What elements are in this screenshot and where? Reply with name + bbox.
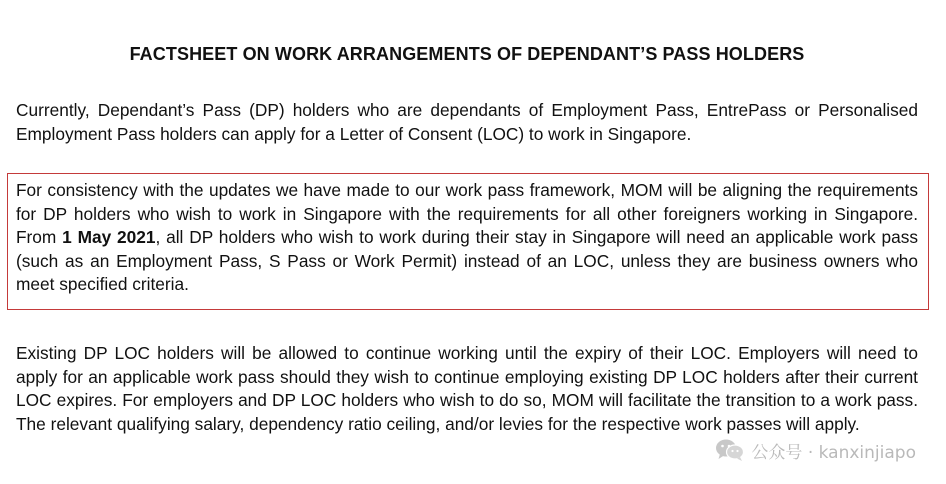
- paragraph-current-arrangement: Currently, Dependant’s Pass (DP) holders who are dependants of Employment Pass, EntrePass or Personalised Employment Pass holders can apply for a Letter of Consent (LOC) to work in Singapore.: [16, 100, 918, 144]
- watermark-text: 公众号 · kanxinjiapo: [751, 442, 916, 463]
- paragraph-existing-holders: Existing DP LOC holders will be allowed to continue working until the expiry of their LOC. Employers will need to apply for an applicable work pass should they wish to continue employing existing DP LOC holders after their current LOC expires. For employers and DP LOC holders who wish to do so, MOM will facilitate the transition to a work pass. The relevant qualifying salary, dependency ratio ceiling, and/or levies for the respective work passes will apply.: [16, 343, 918, 434]
- document-title: FACTSHEET ON WORK ARRANGEMENTS OF DEPENDANT’S PASS HOLDERS: [129, 44, 805, 64]
- wechat-icon: [715, 438, 745, 462]
- paragraph2-text-end: , all DP holders who wish to work during their stay in Singapore will need an applicable work pass (such as an Employment Pass, S Pass or Work Permit) instead of an LOC, unless they are business owners who meet specified criteria.: [16, 227, 919, 294]
- effective-date: 1 May 2021: [62, 227, 156, 247]
- watermark: [715, 434, 916, 466]
- paragraph2-text-start: For consistency with the updates we have made to our work pass framework, MOM will be aligning the requirements for DP holders who wish to work in Singapore with the requirements for all other foreigners working in Singapore. From: [16, 180, 918, 247]
- paragraph-new-requirements: [16, 179, 918, 297]
